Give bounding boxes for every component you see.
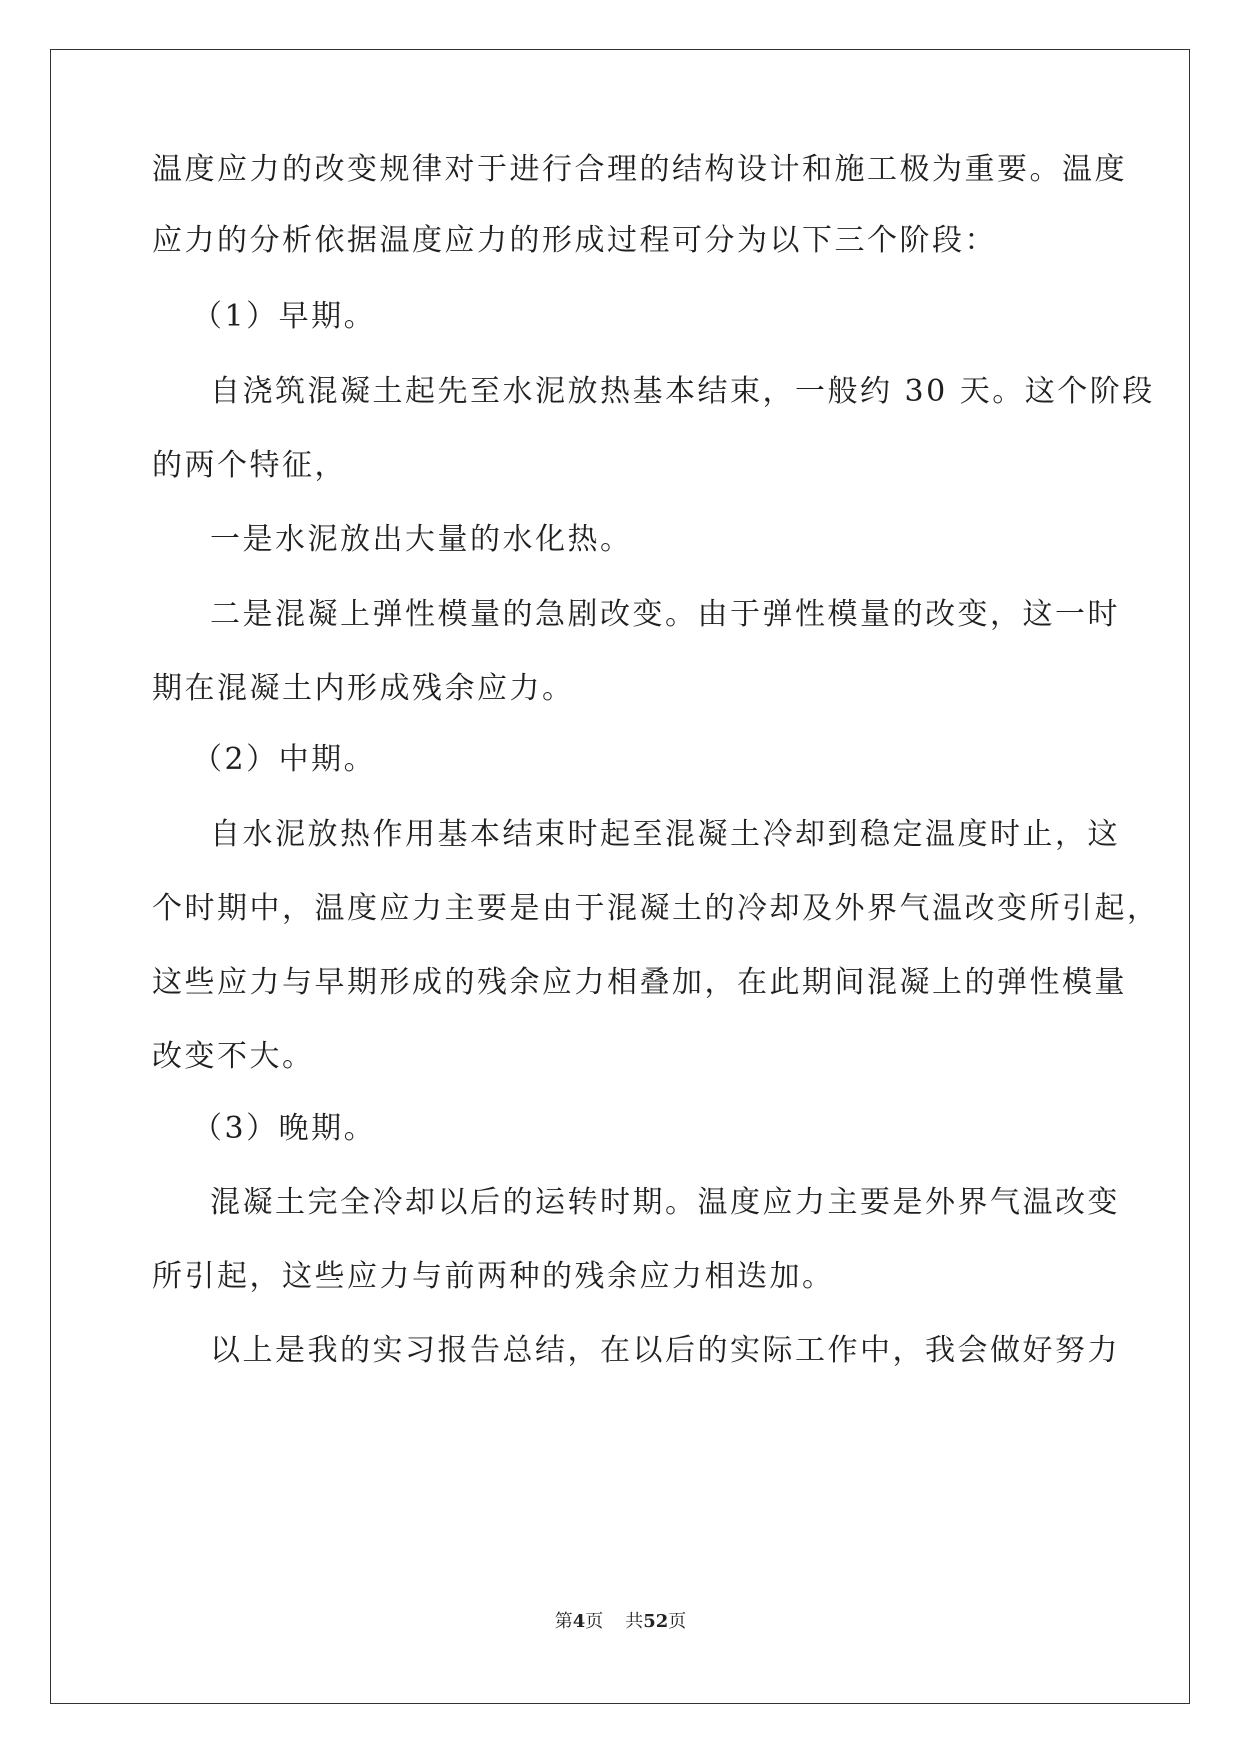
text-line: 改变不大。 — [152, 1039, 315, 1074]
text-line: 的两个特征， — [152, 448, 347, 483]
text-line: 这些应力与早期形成的残余应力相叠加，在此期间混凝上的弹性模量 — [152, 965, 1127, 1000]
page-label-suffix: 页 — [585, 1611, 604, 1632]
text-line: 个时期中，温度应力主要是由于混凝土的冷却及外界气温改变所引起， — [152, 891, 1160, 926]
page-number: 4 — [572, 1611, 586, 1632]
text-line: 自水泥放热作用基本结束时起至混凝土冷却到稳定温度时止，这 — [210, 817, 1120, 852]
section-heading: （2）中期。 — [192, 742, 377, 777]
section-heading: （3）晚期。 — [192, 1111, 377, 1146]
total-label-suffix: 页 — [668, 1611, 687, 1632]
text-line: 应力的分析依据温度应力的形成过程可分为以下三个阶段： — [152, 223, 997, 258]
page-label-prefix: 第 — [554, 1611, 573, 1632]
section-heading: （1）早期。 — [192, 299, 377, 334]
text-line: 二是混凝上弹性模量的急剧改变。由于弹性模量的改变，这一时 — [210, 597, 1120, 632]
total-label-prefix: 共 — [625, 1611, 644, 1632]
text-line: 所引起，这些应力与前两种的残余应力相迭加。 — [152, 1259, 835, 1294]
total-pages: 52 — [643, 1611, 669, 1632]
text-line: 期在混凝土内形成残余应力。 — [152, 671, 575, 706]
text-line: 温度应力的改变规律对于进行合理的结构设计和施工极为重要。温度 — [152, 152, 1127, 187]
page-footer — [0, 1610, 1241, 1634]
text-line: 混凝土完全冷却以后的运转时期。温度应力主要是外界气温改变 — [210, 1185, 1120, 1220]
text-line: 自浇筑混凝土起先至水泥放热基本结束，一般约 30 天。这个阶段 — [210, 374, 1155, 409]
text-line: 一是水泥放出大量的水化热。 — [210, 522, 633, 557]
text-line: 以上是我的实习报告总结，在以后的实际工作中，我会做好努力 — [210, 1333, 1120, 1368]
